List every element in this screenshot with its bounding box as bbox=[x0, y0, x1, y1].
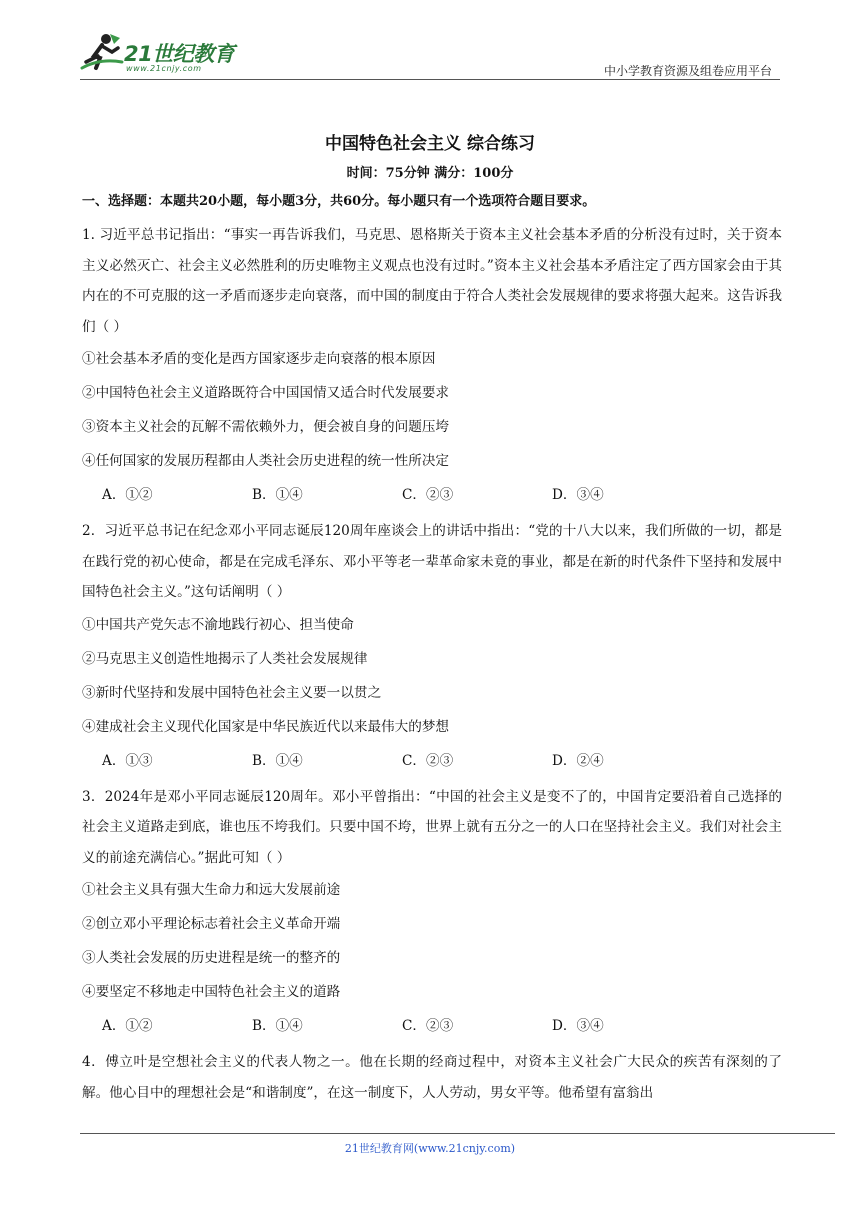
platform-label: 中小学教育资源及组卷应用平台 bbox=[603, 64, 772, 78]
choice-d: D．③④ bbox=[552, 1018, 604, 1034]
choice-d: D．③④ bbox=[552, 487, 604, 503]
choice-c: C．②③ bbox=[402, 487, 454, 503]
statement-option: ①中国共产党矢志不渝地践行初心、担当使命 bbox=[82, 616, 354, 633]
page-header bbox=[80, 28, 780, 84]
header-divider bbox=[80, 79, 780, 80]
choice-a: A．①② bbox=[102, 1018, 153, 1034]
statement-option: ②中国特色社会主义道路既符合中国国情又适合时代发展要求 bbox=[82, 385, 450, 401]
site-logo bbox=[80, 28, 250, 78]
choice-c: C．②③ bbox=[402, 752, 454, 769]
answer-choices bbox=[82, 478, 782, 512]
answer-choices bbox=[82, 744, 782, 778]
statement-option: ④要坚定不移地走中国特色社会主义的道路 bbox=[82, 984, 341, 1000]
question-stem: 3．2024年是邓小平同志诞辰120周年。邓小平曾指出：“中国的社会主义是变不了的，中国肯定要沿着自己选择的社会主义道路走到底，谁也压不垮我们。只要中国不垮，世界上就有五分之一的人口在坚持社会主义。我们对社会主义的前途充满信心。”据此可知（ ） bbox=[82, 788, 782, 866]
statement-option: ②创立邓小平理论标志着社会主义革命开端 bbox=[82, 916, 341, 932]
choice-b: B．①④ bbox=[252, 1018, 303, 1034]
choice-b: B．①④ bbox=[252, 752, 303, 769]
question-2 bbox=[82, 516, 782, 778]
choice-b: B．①④ bbox=[252, 487, 303, 503]
runner-logo-icon bbox=[80, 32, 124, 72]
exam-info: 时间：75分钟 满分：100分 bbox=[346, 166, 514, 181]
statement-option: ②马克思主义创造性地揭示了人类社会发展规律 bbox=[82, 650, 368, 667]
logo-text: 21世纪教育 bbox=[124, 42, 235, 66]
statement-option: ①社会主义具有强大生命力和远大发展前途 bbox=[82, 882, 341, 898]
question-list bbox=[82, 220, 782, 1108]
statement-option: ④任何国家的发展历程都由人类社会历史进程的统一性所决定 bbox=[82, 453, 450, 469]
question-1 bbox=[82, 220, 782, 512]
logo-url: www.21cnjy.com bbox=[126, 64, 202, 73]
question-stem: 2．习近平总书记在纪念邓小平同志诞辰120周年座谈会上的讲话中指出：“党的十八大以来，我们所做的一切，都是在践行党的初心使命，都是在完成毛泽东、邓小平等老一辈革命家未竟的事业，都是在新的时代条件下坚持和发展中国特色社会主义。”这句话阐明（ ） bbox=[82, 523, 782, 600]
question-3 bbox=[82, 782, 782, 1044]
statement-option: ④建成社会主义现代化国家是中华民族近代以来最伟大的梦想 bbox=[82, 718, 450, 735]
footer-divider bbox=[80, 1133, 835, 1134]
statement-option: ①社会基本矛盾的变化是西方国家逐步走向衰落的根本原因 bbox=[82, 351, 436, 367]
choice-d: D．②④ bbox=[552, 752, 604, 769]
choice-c: C．②③ bbox=[402, 1018, 454, 1034]
statement-option: ③新时代坚持和发展中国特色社会主义要一以贯之 bbox=[82, 684, 382, 701]
statement-option: ③人类社会发展的历史进程是统一的整齐的 bbox=[82, 950, 341, 966]
footer-source: 21世纪教育网(www.21cnjy.com) bbox=[344, 1142, 516, 1155]
question-stem: 1. 习近平总书记指出：“事实一再告诉我们，马克思、恩格斯关于资本主义社会基本矛盾的分析没有过时，关于资本主义必然灭亡、社会主义必然胜利的历史唯物主义观点也没有过时。”资本主义社会基本矛盾注定了西方国家会由于其内在的不可克服的这一矛盾而逐步走向衰落，而中国的制度由于符合人类社会发展规律的要求将强大起来。这告诉我们（ ） bbox=[82, 227, 782, 335]
choice-a: A．①② bbox=[102, 487, 153, 503]
choice-a: A．①③ bbox=[102, 752, 153, 769]
statement-option: ③资本主义社会的瓦解不需依赖外力，便会被自身的问题压垮 bbox=[82, 419, 450, 435]
question-4 bbox=[82, 1047, 782, 1108]
answer-choices bbox=[82, 1009, 782, 1043]
document-title: 中国特色社会主义 综合练习 bbox=[325, 134, 535, 154]
question-stem: 4．傅立叶是空想社会主义的代表人物之一。他在长期的经商过程中，对资本主义社会广大民众的疾苦有深刻的了解。他心目中的理想社会是“和谐制度”，在这一制度下，人人劳动，男女平等。他希望有富翁出 bbox=[82, 1054, 782, 1101]
section-heading: 一、选择题：本题共20小题，每小题3分，共60分。每小题只有一个选项符合题目要求。 bbox=[82, 194, 596, 209]
